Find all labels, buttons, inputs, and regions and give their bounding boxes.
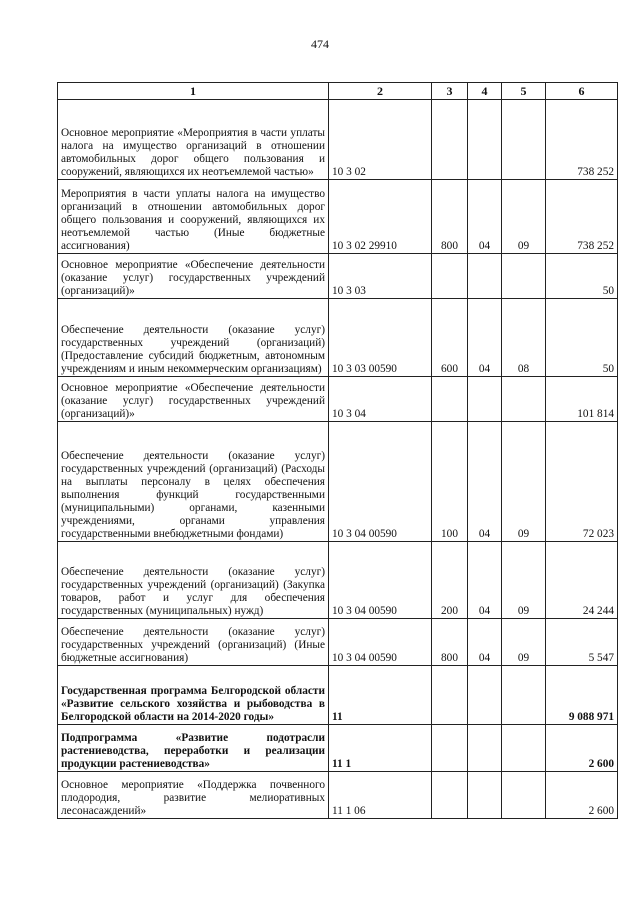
row-amount: 9 088 971 (546, 666, 618, 725)
row-code: 10 3 02 29910 (329, 180, 432, 254)
row-code: 10 3 04 00590 (329, 422, 432, 542)
row-code: 10 3 04 00590 (329, 619, 432, 666)
row-name: Обеспечение деятельности (оказание услуг) государственных учреждений (организаций) (Расходы на выплаты персоналу в целях обеспечения выполнения функций государственными (муниципальными) органами, казенными учреждениями, органами управления государственными внебюджетными фондами) (58, 422, 329, 542)
row-rz (468, 377, 502, 422)
row-pr (502, 725, 546, 772)
row-vr (432, 100, 468, 180)
row-amount: 50 (546, 299, 618, 377)
row-rz: 04 (468, 299, 502, 377)
column-header: 5 (502, 83, 546, 100)
table-row (58, 299, 618, 377)
table-row (58, 725, 618, 772)
row-pr (502, 254, 546, 299)
row-code: 11 (329, 666, 432, 725)
column-header: 4 (468, 83, 502, 100)
row-code: 10 3 04 00590 (329, 542, 432, 619)
table-row (58, 254, 618, 299)
page-number: 474 (311, 37, 329, 51)
table-row (58, 180, 618, 254)
row-vr (432, 254, 468, 299)
table-row (58, 422, 618, 542)
row-rz: 04 (468, 180, 502, 254)
row-pr: 09 (502, 542, 546, 619)
row-pr (502, 377, 546, 422)
row-vr (432, 377, 468, 422)
row-rz (468, 666, 502, 725)
row-amount: 101 814 (546, 377, 618, 422)
row-rz (468, 254, 502, 299)
column-header: 1 (58, 83, 329, 100)
row-name: Подпрограмма «Развитие подотрасли растениеводства, переработки и реализации продукции растениеводства» (58, 725, 329, 772)
row-code: 11 1 (329, 725, 432, 772)
row-rz: 04 (468, 619, 502, 666)
row-name: Основное мероприятие «Поддержка почвенного плодородия, развитие мелиоративных лесонасаждений» (58, 772, 329, 819)
table-row (58, 100, 618, 180)
table-row (58, 619, 618, 666)
row-amount: 50 (546, 254, 618, 299)
row-name: Основное мероприятие «Обеспечение деятельности (оказание услуг) государственных учреждений (организаций)» (58, 377, 329, 422)
row-amount: 2 600 (546, 772, 618, 819)
row-vr: 800 (432, 180, 468, 254)
row-vr (432, 666, 468, 725)
row-name: Государственная программа Белгородской области «Развитие сельского хозяйства и рыбоводства в Белгородской области на 2014-2020 годы» (58, 666, 329, 725)
row-code: 10 3 04 (329, 377, 432, 422)
row-pr: 08 (502, 299, 546, 377)
row-amount: 2 600 (546, 725, 618, 772)
row-code: 10 3 03 (329, 254, 432, 299)
row-code: 11 1 06 (329, 772, 432, 819)
row-pr (502, 772, 546, 819)
table-row (58, 542, 618, 619)
table-row (58, 377, 618, 422)
row-code: 10 3 03 00590 (329, 299, 432, 377)
row-name: Мероприятия в части уплаты налога на имущество организаций в отношении автомобильных дорог общего пользования и сооружений, являющихся их неотъемлемой частью (Иные бюджетные ассигнования) (58, 180, 329, 254)
row-name: Основное мероприятие «Мероприятия в части уплаты налога на имущество организаций в отношении автомобильных дорог общего пользования и сооружений, являющихся их неотъемлемой частью» (58, 100, 329, 180)
row-pr (502, 666, 546, 725)
row-amount: 738 252 (546, 180, 618, 254)
row-rz (468, 772, 502, 819)
row-vr: 800 (432, 619, 468, 666)
row-name: Обеспечение деятельности (оказание услуг) государственных учреждений (организаций) (Закупка товаров, работ и услуг для обеспечения государственных (муниципальных) нужд) (58, 542, 329, 619)
row-vr (432, 725, 468, 772)
row-pr: 09 (502, 422, 546, 542)
column-header: 2 (329, 83, 432, 100)
row-name: Основное мероприятие «Обеспечение деятельности (оказание услуг) государственных учреждений (организаций)» (58, 254, 329, 299)
row-rz: 04 (468, 422, 502, 542)
row-amount: 5 547 (546, 619, 618, 666)
row-amount: 738 252 (546, 100, 618, 180)
row-vr (432, 772, 468, 819)
row-amount: 24 244 (546, 542, 618, 619)
row-vr: 200 (432, 542, 468, 619)
table-row (58, 666, 618, 725)
column-header: 3 (432, 83, 468, 100)
row-pr (502, 100, 546, 180)
row-code: 10 3 02 (329, 100, 432, 180)
table-header-row (58, 83, 618, 100)
column-header: 6 (546, 83, 618, 100)
table-row (58, 772, 618, 819)
budget-table (57, 82, 618, 819)
row-name: Обеспечение деятельности (оказание услуг) государственных учреждений (организаций) (Иные бюджетные ассигнования) (58, 619, 329, 666)
row-vr: 600 (432, 299, 468, 377)
row-rz (468, 725, 502, 772)
row-rz: 04 (468, 542, 502, 619)
row-vr: 100 (432, 422, 468, 542)
row-rz (468, 100, 502, 180)
row-amount: 72 023 (546, 422, 618, 542)
row-name: Обеспечение деятельности (оказание услуг) государственных учреждений (организаций) (Предоставление субсидий бюджетным, автономным учреждениям и иным некоммерческим организациям) (58, 299, 329, 377)
row-pr: 09 (502, 619, 546, 666)
row-pr: 09 (502, 180, 546, 254)
